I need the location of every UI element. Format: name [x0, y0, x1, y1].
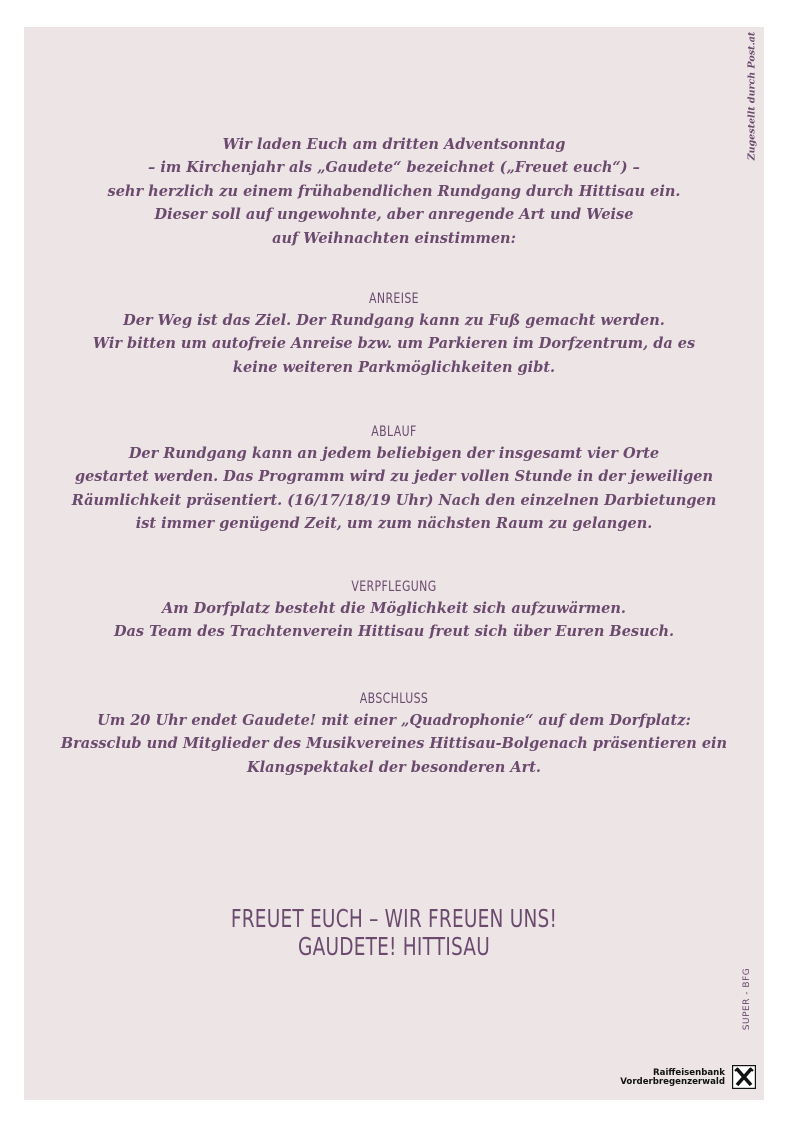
- section-heading: ABSCHLUSS: [359, 691, 429, 707]
- bank-name: [620, 1069, 725, 1087]
- section-line: Der Weg ist das Ziel. Der Rundgang kann zu Fuß gemacht werden.: [123, 312, 665, 329]
- intro-line: – im Kirchenjahr als „Gaudete“ bezeichnet („Freuet euch“) –: [148, 159, 640, 177]
- section-body: [0, 709, 788, 779]
- bank-name-line: Raiffeisenbank: [653, 1068, 725, 1078]
- section-heading: ABLAUF: [371, 424, 417, 440]
- section-line: Klangspektakel der besonderen Art.: [247, 758, 541, 776]
- intro-text: [0, 133, 788, 250]
- section-abschluss: [0, 690, 788, 779]
- intro-line: auf Weihnachten einstimmen:: [272, 229, 516, 247]
- section-line: Das Team des Trachtenverein Hittisau freut sich über Euren Besuch.: [113, 623, 675, 641]
- section-line: gestartet werden. Das Programm wird zu jeder vollen Stunde in der jeweiligen: [74, 468, 714, 486]
- section-anreise: [0, 290, 788, 379]
- section-heading: VERPFLEGUNG: [351, 579, 437, 595]
- postal-note-text: Zugestellt durch Post.at: [746, 31, 758, 160]
- section-line: Wir bitten um autofreie Anreise bzw. um Parkieren im Dorfzentrum, da es: [92, 335, 696, 353]
- closing-line: GAUDETE! HITTISAU: [298, 932, 490, 961]
- section-verpflegung: [0, 578, 788, 644]
- section-body: [0, 597, 788, 644]
- section-line: Am Dorfplatz besteht die Möglichkeit sich aufzuwärmen.: [162, 600, 626, 617]
- intro-line: Wir laden Euch am dritten Adventsonntag: [222, 136, 566, 153]
- section-line: Räumlichkeit präsentiert. (16/17/18/19 Uhr) Nach den einzelnen Darbietungen: [71, 491, 717, 509]
- closing-line: FREUET EUCH – WIR FREUEN UNS!: [230, 904, 558, 933]
- bank-name-line: Vorderbregenzerwald: [620, 1077, 725, 1087]
- section-line: Um 20 Uhr endet Gaudete! mit einer „Quadrophonie“ auf dem Dorfplatz:: [97, 712, 691, 729]
- agency-credit: [740, 967, 754, 1031]
- closing-slogan: [102, 905, 685, 961]
- agency-credit-text: SUPER - BFG: [742, 967, 752, 1031]
- section-body: [0, 309, 788, 379]
- raiffeisen-gable-cross-icon: [732, 1065, 756, 1089]
- intro-line: sehr herzlich zu einem frühabendlichen Rundgang durch Hittisau ein.: [107, 182, 681, 200]
- section-line: keine weiteren Parkmöglichkeiten gibt.: [232, 358, 556, 376]
- section-line: ist immer genügend Zeit, um zum nächsten Raum zu gelangen.: [135, 515, 653, 533]
- section-heading: ANREISE: [369, 291, 419, 307]
- section-line: Brassclub und Mitglieder des Musikvereines Hittisau-Bolgenach präsentieren ein: [60, 735, 728, 753]
- section-body: [0, 442, 788, 536]
- sponsor-logo: [612, 1065, 757, 1091]
- intro-line: Dieser soll auf ungewohnte, aber anregende Art und Weise: [154, 206, 634, 224]
- section-line: Der Rundgang kann an jedem beliebigen der insgesamt vier Orte: [128, 445, 660, 462]
- section-ablauf: [0, 423, 788, 536]
